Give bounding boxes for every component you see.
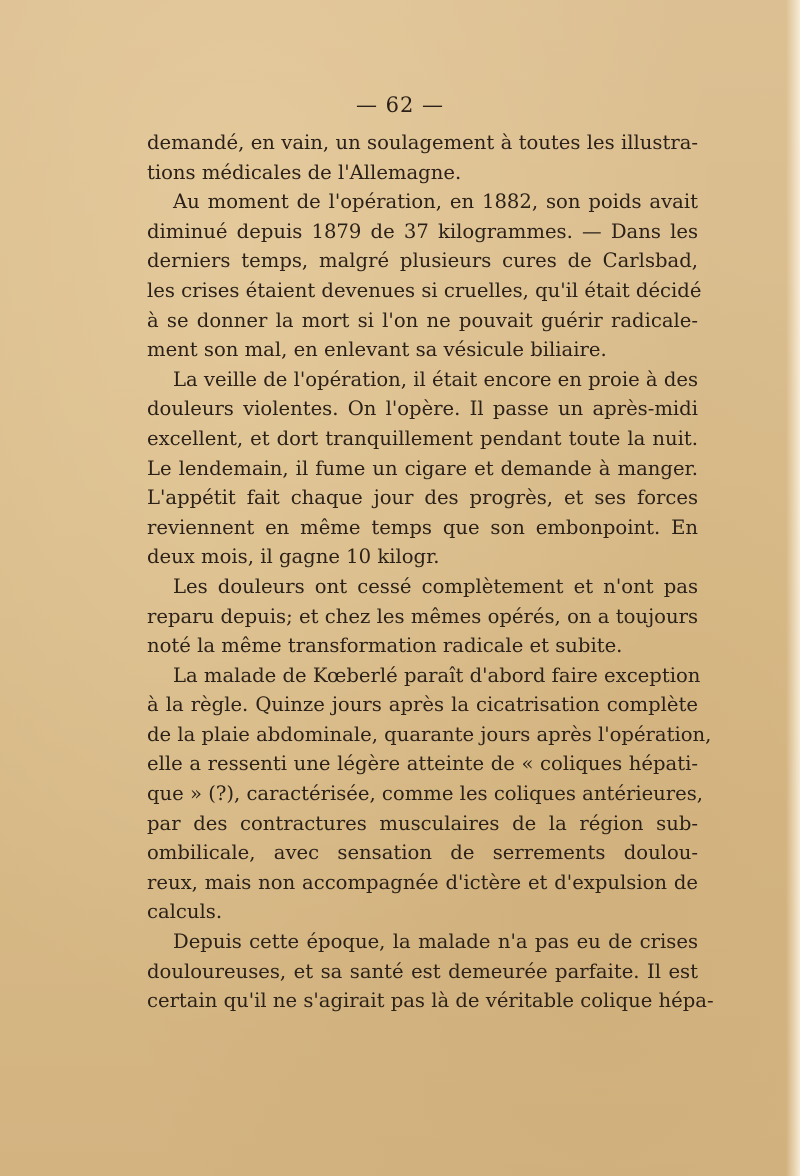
text-line: excellent, et dort tranquillement pendant toute la nuit. [147, 426, 698, 450]
text-line: La malade de Kœberlé paraît d'abord faire exception [173, 663, 701, 687]
text-line: certain qu'il ne s'agirait pas là de véritable colique hépa- [147, 989, 714, 1013]
text-line: ment son mal, en enlevant sa vésicule biliaire. [147, 338, 607, 362]
text-line: reux, mais non accompagnée d'ictère et d'expulsion de [147, 870, 698, 894]
text-line: Les douleurs ont cessé complètement et n'ont pas [173, 574, 698, 598]
text-line: douloureuses, et sa santé est demeurée parfaite. Il est [147, 959, 698, 983]
body-text [147, 128, 714, 1016]
paragraph [147, 661, 712, 927]
text-line: demandé, en vain, un soulagement à toutes les illustra- [147, 131, 698, 154]
paragraph [147, 572, 698, 661]
paragraph [147, 365, 698, 572]
text-line: reviennent en même temps que son embonpoint. En [147, 515, 698, 539]
text-line: Le lendemain, il fume un cigare et demande à manger. [147, 456, 698, 480]
text-line: à se donner la mort si l'on ne pouvait guérir radicale- [147, 308, 698, 332]
text-line: de la plaie abdominale, quarante jours après l'opération, [147, 722, 712, 746]
text-line: douleurs violentes. On l'opère. Il passe un après-midi [147, 397, 698, 421]
paragraph [147, 927, 714, 1016]
text-line: reparu depuis; et chez les mêmes opérés, on a toujours [147, 604, 698, 628]
text-line: tions médicales de l'Allemagne. [147, 160, 462, 184]
text-line: à la règle. Quinze jours après la cicatrisation complète [147, 693, 698, 717]
text-line: diminué depuis 1879 de 37 kilogrammes. — Dans les [147, 219, 698, 243]
text-line: Depuis cette époque, la malade n'a pas eu de crises [173, 930, 698, 954]
text-line: par des contractures musculaires de la région sub- [147, 811, 698, 835]
paragraph [147, 128, 698, 187]
text-line: les crises étaient devenues si cruelles, qu'il était décidé [147, 278, 702, 302]
page-edge [786, 0, 800, 1176]
paragraph [147, 187, 702, 365]
text-line: noté la même transformation radicale et subite. [147, 634, 623, 658]
text-line: derniers temps, malgré plusieurs cures de Carlsbad, [147, 249, 698, 273]
text-line: Au moment de l'opération, en 1882, son poids avait [173, 190, 698, 214]
text-line: elle a ressenti une légère atteinte de « coliques hépati- [147, 752, 698, 776]
text-line: calculs. [147, 900, 223, 924]
text-line: ombilicale, avec sensation de serrements doulou- [147, 841, 698, 865]
text-line: que » (?), caractérisée, comme les coliques antérieures, [147, 782, 704, 806]
text-line: La veille de l'opération, il était encore en proie à des [173, 367, 699, 391]
page-number: — 62 — [355, 93, 445, 117]
text-line: deux mois, il gagne 10 kilogr. [147, 545, 440, 569]
text-line: L'appétit fait chaque jour des progrès, et ses forces [147, 486, 698, 510]
